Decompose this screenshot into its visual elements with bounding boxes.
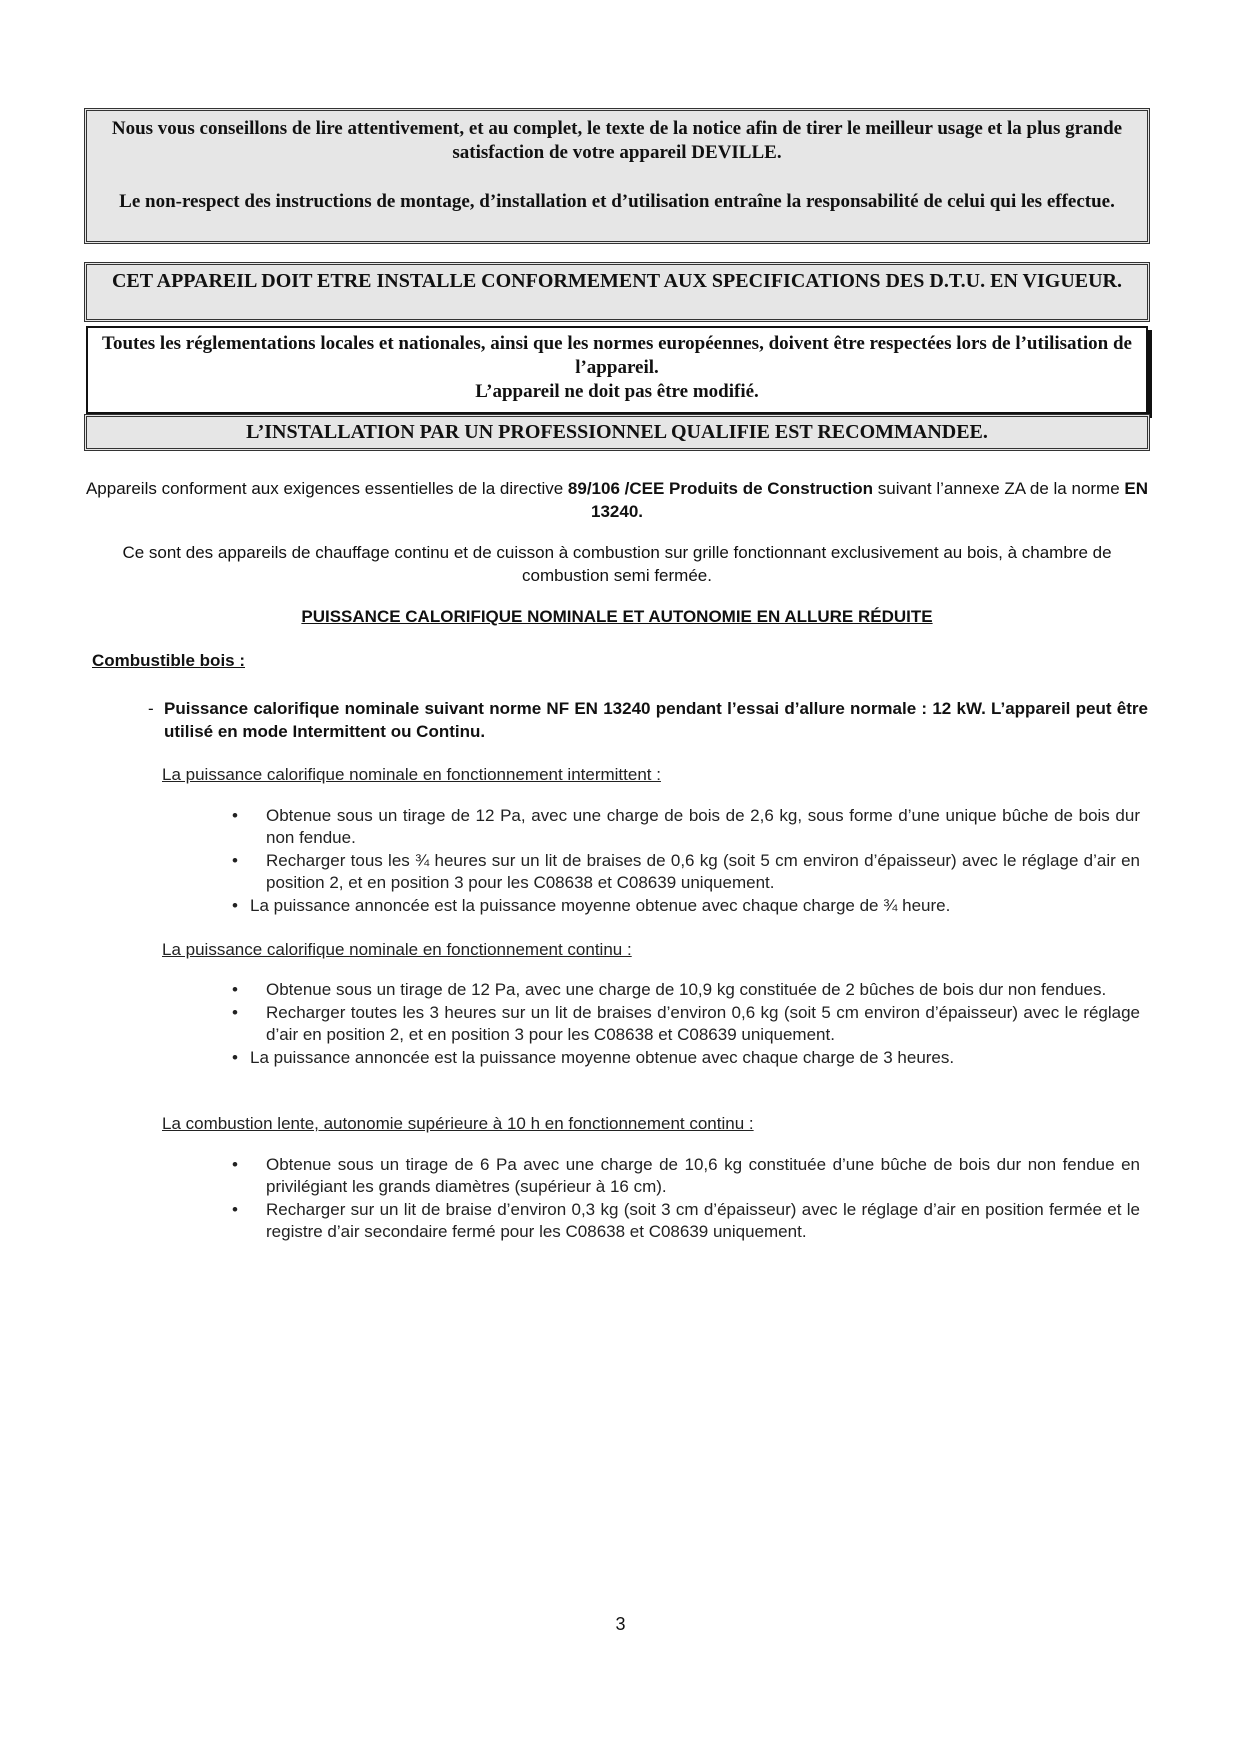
list-item-text: Obtenue sous un tirage de 12 Pa, avec une charge de 10,9 kg constituée de 2 bûches de bois dur non fendues.: [266, 980, 1107, 999]
intro-paragraph-2: Le non-respect des instructions de montage, d’installation et d’utilisation entraîne la responsabilité de celui qui les effectue.: [119, 191, 1115, 212]
regulations-line-2: L’appareil ne doit pas être modifié.: [475, 381, 759, 402]
list-item: [230, 895, 1140, 917]
slow-combustion-heading: La combustion lente, autonomie supérieure à 10 h en fonctionnement continu :: [162, 1114, 754, 1133]
list-item-text: Recharger tous les ¾ heures sur un lit de braises de 0,6 kg (soit 5 cm environ d’épaisseur) avec le réglage d’air en position 2, et en position 3 pour les C08638 et C08639 uniquement.: [266, 851, 1140, 892]
regulations-line-1: Toutes les réglementations locales et nationales, ainsi que les normes européennes, doivent être respectées lors de l’utilisation de l’appareil.: [102, 333, 1132, 378]
professional-notice-box: [84, 414, 1150, 451]
intro-paragraph-1: Nous vous conseillons de lire attentivement, et au complet, le texte de la notice afin de tirer le meilleur usage et la plus grande satisfaction de votre appareil DEVILLE.: [111, 118, 1123, 163]
devices-description: Ce sont des appareils de chauffage continu et de cuisson à combustion sur grille fonctionnant exclusivement au bois, à chambre de combustion semi fermée.: [122, 543, 1112, 585]
list-item-text: Recharger toutes les 3 heures sur un lit de braises d’environ 0,6 kg (soit 5 cm environ d’épaisseur) avec le réglage d’air en position 2, et en position 3 pour les C08638 et C08639 uniquement.: [266, 1003, 1140, 1044]
list-item: [230, 1199, 1140, 1243]
list-item: [230, 1047, 1140, 1069]
list-item-text: Obtenue sous un tirage de 6 Pa avec une charge de 10,6 kg constituée d’une bûche de bois dur non fendue en privilégiant les grands diamètres (supérieur à 16 cm).: [266, 1155, 1140, 1196]
bullet-icon: •: [232, 1003, 238, 1022]
list-item: [230, 850, 1140, 894]
list-item-text: Obtenue sous un tirage de 12 Pa, avec une charge de bois de 2,6 kg, sous forme d’une unique bûche de bois dur non fendue.: [266, 806, 1140, 847]
list-item: [230, 1002, 1140, 1046]
page-number: 3: [615, 1614, 626, 1634]
bullet-icon: •: [232, 1155, 238, 1174]
continuous-list: [230, 979, 1140, 1070]
intro-notice-box: [84, 108, 1150, 244]
directive-text-1: Appareils conforment aux exigences essentielles de la directive: [85, 479, 568, 498]
bullet-icon: •: [232, 980, 238, 999]
list-item: [230, 979, 1140, 1001]
section-title: PUISSANCE CALORIFIQUE NOMINALE ET AUTONOMIE EN ALLURE RÉDUITE: [301, 607, 933, 626]
dtu-notice-text: CET APPAREIL DOIT ETRE INSTALLE CONFORMEMENT AUX SPECIFICATIONS DES D.T.U. EN VIGUEUR.: [111, 270, 1122, 292]
bullet-icon: •: [232, 806, 238, 825]
intermittent-heading: La puissance calorifique nominale en fonctionnement intermittent :: [162, 765, 661, 784]
norm-reference: EN 13240.: [591, 479, 1149, 521]
fuel-label: Combustible bois :: [92, 651, 245, 670]
list-item-text: Recharger sur un lit de braise d’environ 0,3 kg (soit 3 cm d’épaisseur) avec le réglage d’air en position fermée et le registre d’air secondaire fermé pour les C08638 et C08639 uniquement.: [266, 1200, 1140, 1241]
nominal-power-statement: [148, 697, 1148, 743]
list-item: [230, 805, 1140, 849]
list-item-text: La puissance annoncée est la puissance moyenne obtenue avec chaque charge de 3 heures.: [250, 1048, 955, 1067]
regulations-box: [86, 326, 1148, 414]
directive-reference: 89/106 /CEE Produits de Construction: [567, 479, 874, 498]
bullet-icon: •: [232, 1200, 238, 1219]
continuous-heading: La puissance calorifique nominale en fonctionnement continu :: [162, 940, 632, 959]
directive-text-2: suivant l’annexe ZA de la norme: [873, 479, 1125, 498]
bullet-icon: •: [232, 1048, 238, 1067]
list-item-text: La puissance annoncée est la puissance moyenne obtenue avec chaque charge de ¾ heure.: [250, 896, 951, 915]
professional-notice-text: L’INSTALLATION PAR UN PROFESSIONNEL QUALIFIE EST RECOMMANDEE.: [246, 421, 988, 443]
directive-paragraph: [84, 477, 1150, 523]
dash-marker: -: [148, 699, 154, 718]
dtu-notice-box: [84, 262, 1150, 322]
bullet-icon: •: [232, 896, 238, 915]
bullet-icon: •: [232, 851, 238, 870]
nominal-power-text: Puissance calorifique nominale suivant norme NF EN 13240 pendant l’essai d’allure normale : 12 kW. L’appareil peut être utilisé en mode Intermittent ou Continu.: [164, 699, 1148, 741]
list-item: [230, 1154, 1140, 1198]
intermittent-list: [230, 805, 1140, 918]
slow-combustion-list: [230, 1154, 1140, 1244]
